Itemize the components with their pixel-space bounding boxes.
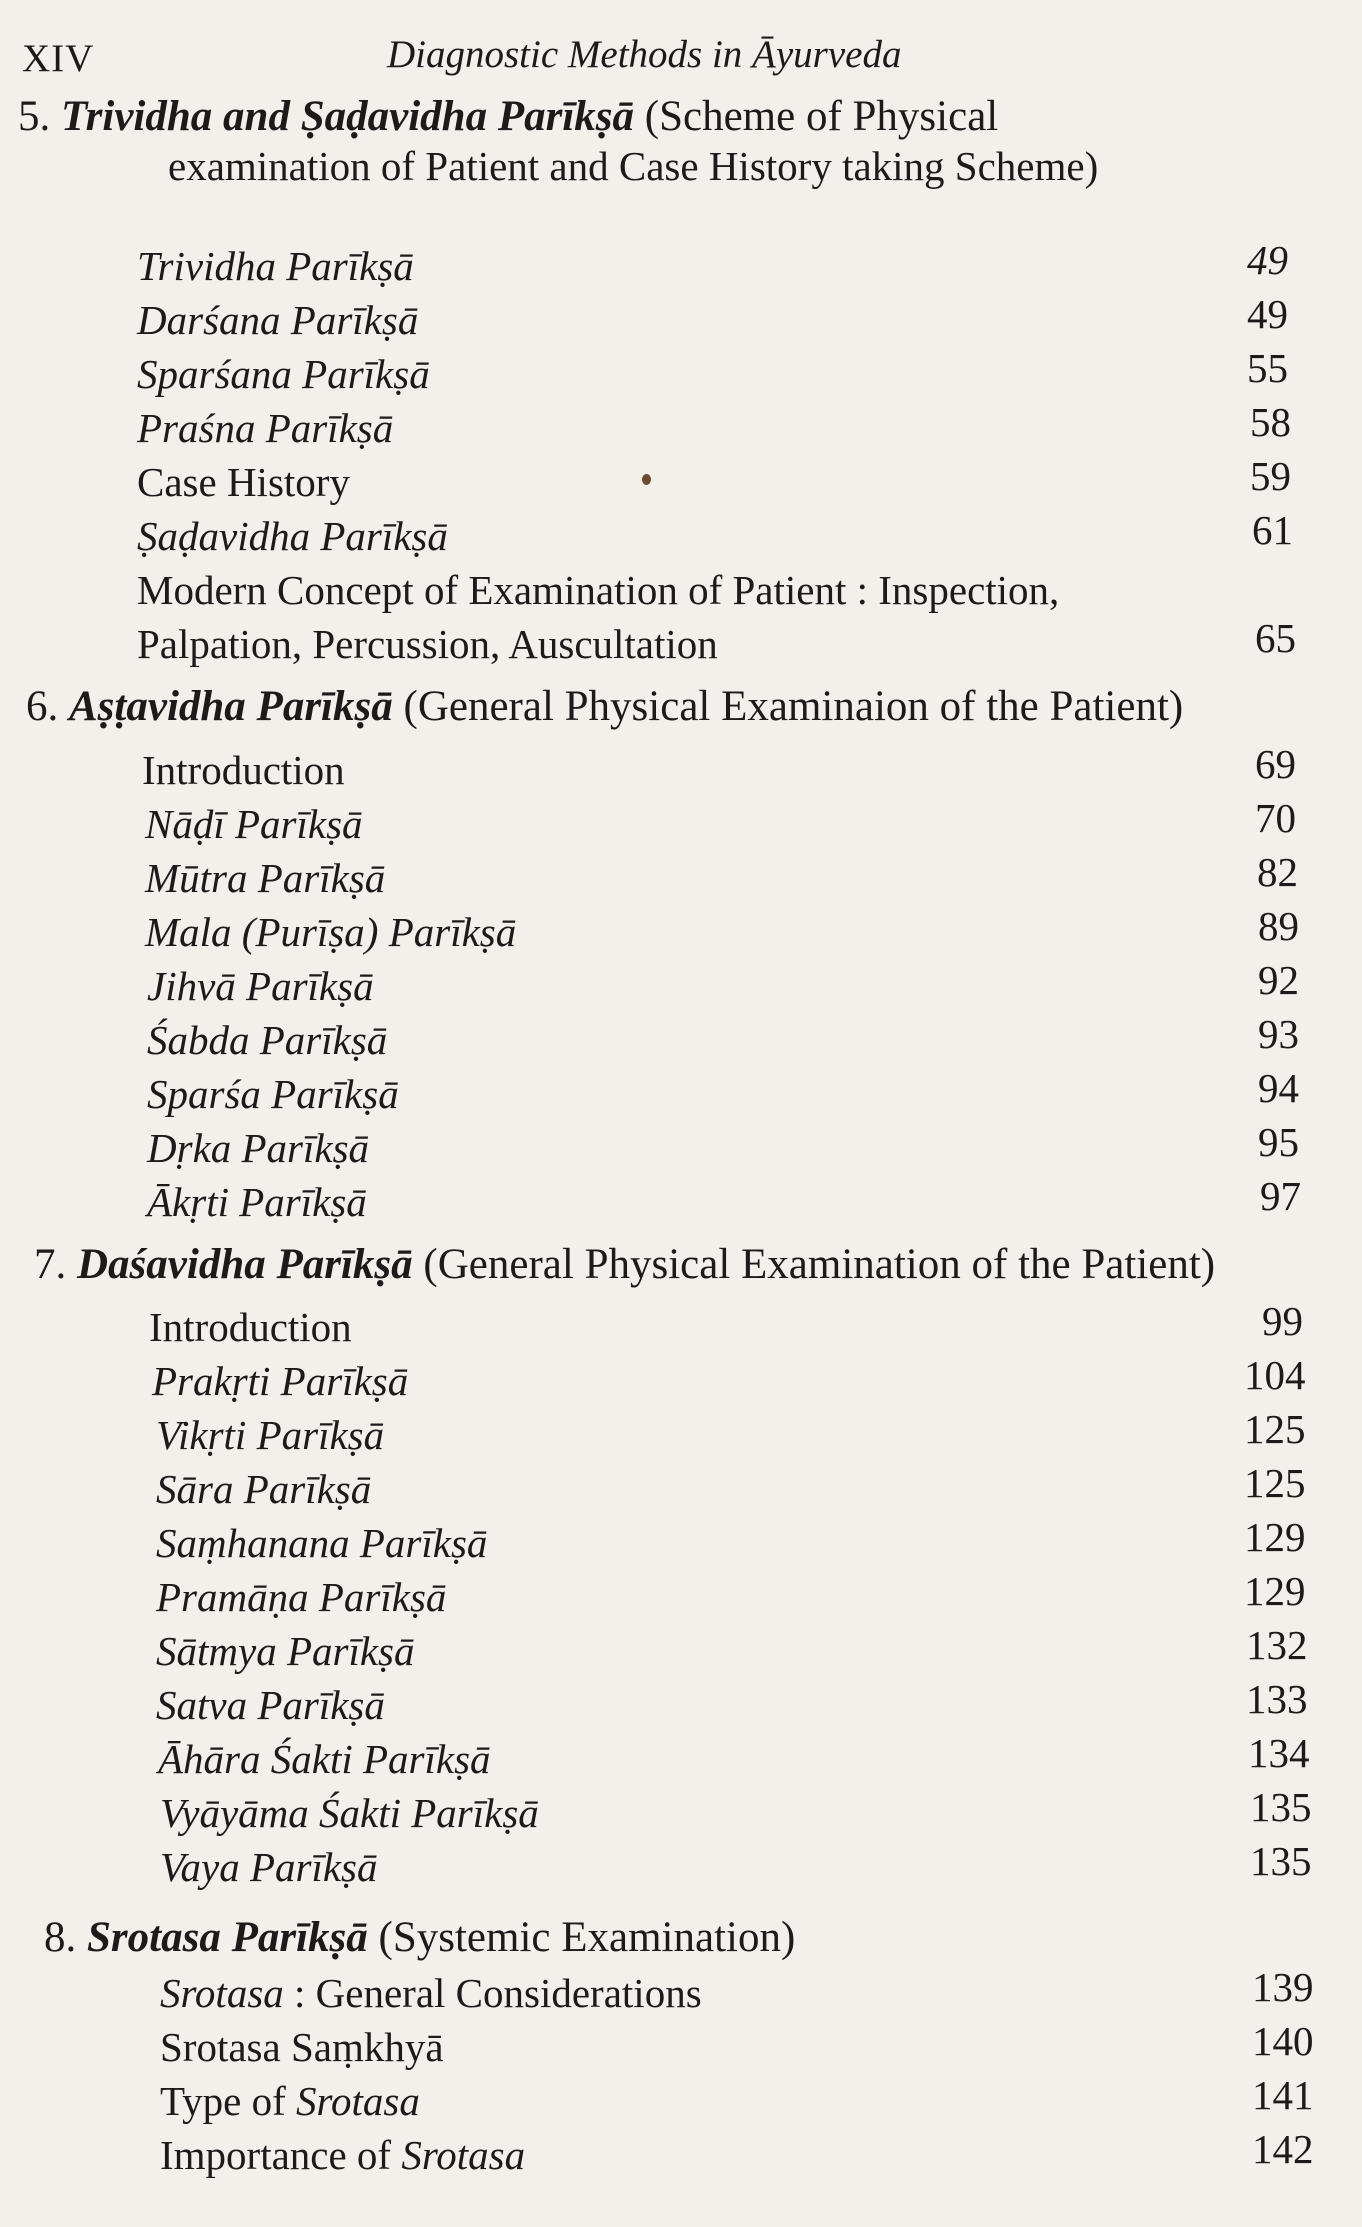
toc-entry[interactable] <box>137 345 1299 404</box>
entry-label: Introduction <box>142 747 345 793</box>
entry-label: Vyāyāma Śakti Parīkṣā <box>160 1790 539 1836</box>
entry-label: Sāra Parīkṣā <box>156 1466 372 1512</box>
section-number: 8. <box>44 1914 77 1961</box>
section-number: 7. <box>34 1241 67 1288</box>
toc-entry[interactable] <box>149 1298 1311 1357</box>
toc-entry[interactable] <box>160 2072 1322 2131</box>
toc-entry[interactable] <box>137 566 1299 620</box>
entry-page: 49 <box>1247 237 1288 283</box>
entry-page: 89 <box>1258 903 1299 949</box>
entry-label: Praśna Parīkṣā <box>137 405 394 451</box>
entry-label: Sātmya Parīkṣā <box>156 1628 415 1674</box>
toc-entry[interactable] <box>158 1730 1320 1789</box>
section-subtitle: (General Physical Examination of the Patient) <box>423 1241 1216 1288</box>
toc-entry[interactable] <box>156 1568 1318 1627</box>
entry-page: 92 <box>1258 957 1299 1003</box>
entry-label: Nāḍī Parīkṣā <box>145 801 363 847</box>
toc-entry[interactable] <box>145 849 1307 908</box>
entry-page: 135 <box>1250 1838 1312 1884</box>
entry-page: 134 <box>1248 1730 1310 1776</box>
entry-label: Ākṛti Parīkṣā <box>147 1179 367 1225</box>
toc-entry[interactable] <box>137 615 1299 674</box>
entry-label: Sparśana Parīkṣā <box>137 351 430 397</box>
section-subtitle: (Scheme of Physical <box>644 93 999 140</box>
entry-page: 104 <box>1244 1352 1306 1398</box>
entry-label: Introduction <box>149 1304 352 1350</box>
entry-label: Śabda Parīkṣā <box>147 1017 388 1063</box>
entry-page: 125 <box>1244 1460 1306 1506</box>
entry-label: Srotasa Saṃkhyā <box>160 2024 444 2070</box>
entry-label-italic: Srotasa <box>160 1970 284 2016</box>
entry-page: 142 <box>1252 2126 1314 2172</box>
entry-page: 95 <box>1258 1119 1299 1165</box>
entry-page: 61 <box>1252 507 1293 553</box>
toc-entry[interactable] <box>156 1676 1318 1735</box>
entry-page: 49 <box>1247 291 1288 337</box>
entry-label: Trividha Parīkṣā <box>137 243 414 289</box>
toc-entry[interactable] <box>160 2018 1322 2077</box>
toc-entry[interactable] <box>147 1011 1309 1070</box>
toc-entry[interactable] <box>160 1784 1322 1843</box>
section-8-heading <box>44 1913 795 1962</box>
entry-label: Saṃhanana Parīkṣā <box>156 1520 488 1566</box>
entry-page: 133 <box>1246 1676 1308 1722</box>
toc-entry[interactable] <box>160 1838 1322 1897</box>
section-title: Trividha and Ṣaḍavidha Parīkṣā <box>61 93 635 140</box>
entry-label: Āhāra Śakti Parīkṣā <box>158 1736 491 1782</box>
entry-label-rest: : General Considerations <box>283 1970 702 2016</box>
entry-label: Mūtra Parīkṣā <box>145 855 386 901</box>
section-5-subtitle-cont: examination of Patient and Case History taking Scheme) <box>168 143 1099 189</box>
page-header <box>22 28 1322 88</box>
entry-page: 69 <box>1255 741 1296 787</box>
toc-entry[interactable] <box>137 237 1299 296</box>
entry-page: 58 <box>1250 399 1291 445</box>
entry-label: Sparśa Parīkṣā <box>147 1071 399 1117</box>
entry-page: 65 <box>1255 615 1296 661</box>
toc-entry[interactable] <box>160 1964 1322 2023</box>
entry-label: Ṣaḍavidha Parīkṣā <box>137 513 448 559</box>
entry-label: Modern Concept of Examination of Patient : Inspection, <box>137 567 1060 613</box>
entry-page: 70 <box>1255 795 1296 841</box>
entry-page: 140 <box>1252 2018 1314 2064</box>
section-number: 5. <box>18 93 51 140</box>
toc-entry[interactable] <box>137 507 1299 566</box>
entry-label <box>160 1969 702 2017</box>
section-subtitle: (General Physical Examinaion of the Patient) <box>403 683 1184 730</box>
section-title: Srotasa Parīkṣā <box>87 1914 368 1961</box>
entry-label-italic: Srotasa <box>401 2132 526 2178</box>
entry-page: 129 <box>1244 1568 1306 1614</box>
entry-label <box>160 2077 420 2125</box>
entry-page: 94 <box>1258 1065 1299 1111</box>
entry-label: Jihvā Parīkṣā <box>147 963 374 1009</box>
entry-label: Darśana Parīkṣā <box>137 297 419 343</box>
section-subtitle: (Systemic Examination) <box>378 1914 796 1961</box>
entry-page: 93 <box>1258 1011 1299 1057</box>
entry-label-rest: Importance of <box>160 2132 402 2178</box>
entry-page: 59 <box>1250 453 1291 499</box>
entry-page: 97 <box>1260 1173 1301 1219</box>
toc-entry[interactable] <box>147 1173 1309 1232</box>
entry-page: 82 <box>1257 849 1298 895</box>
entry-label-italic: Srotasa <box>296 2078 420 2124</box>
section-title: Daśavidha Parīkṣā <box>77 1241 413 1288</box>
toc-entry[interactable] <box>156 1514 1318 1573</box>
entry-label: Case History <box>137 459 350 505</box>
entry-label: Vaya Parīkṣā <box>160 1844 378 1890</box>
entry-label <box>160 2131 525 2179</box>
page-number: XIV <box>22 37 95 80</box>
toc-entry[interactable] <box>147 957 1309 1016</box>
entry-label: Dṛka Parīkṣā <box>147 1125 370 1171</box>
entry-page: 55 <box>1247 345 1288 391</box>
entry-page: 132 <box>1246 1622 1308 1668</box>
entry-page: 135 <box>1250 1784 1312 1830</box>
toc-entry[interactable] <box>160 2126 1322 2185</box>
toc-entry[interactable] <box>145 903 1307 962</box>
entry-page: 139 <box>1252 1964 1314 2010</box>
entry-label: Pramāṇa Parīkṣā <box>156 1574 447 1620</box>
section-6-heading <box>26 682 1183 731</box>
toc-entry[interactable] <box>142 741 1304 800</box>
toc-entry[interactable] <box>156 1460 1318 1519</box>
entry-page: 129 <box>1244 1514 1306 1560</box>
entry-page: 141 <box>1252 2072 1314 2118</box>
toc-entry[interactable] <box>137 399 1299 458</box>
section-7-heading <box>34 1240 1215 1289</box>
section-5-heading <box>18 92 998 141</box>
toc-entry[interactable] <box>137 291 1299 350</box>
toc-entry[interactable] <box>152 1352 1314 1411</box>
entry-label: Prakṛti Parīkṣā <box>152 1358 409 1404</box>
running-title: Diagnostic Methods in Āyurveda <box>387 33 902 76</box>
toc-entry[interactable] <box>145 795 1307 854</box>
entry-label: Palpation, Percussion, Auscultation <box>137 621 718 667</box>
entry-label: Mala (Purīṣa) Parīkṣā <box>145 909 517 955</box>
entry-label: Satva Parīkṣā <box>156 1682 385 1728</box>
section-number: 6. <box>26 683 59 730</box>
entry-page: 125 <box>1244 1406 1306 1452</box>
entry-label-rest: Type of <box>160 2078 297 2124</box>
entry-page: 99 <box>1262 1298 1303 1344</box>
toc-entry[interactable] <box>156 1406 1318 1465</box>
toc-entry[interactable] <box>147 1065 1309 1124</box>
toc-entry[interactable] <box>156 1622 1318 1681</box>
section-title: Aṣṭavidha Parīkṣā <box>69 683 393 730</box>
toc-entry[interactable] <box>147 1119 1309 1178</box>
entry-label: Vikṛti Parīkṣā <box>156 1412 385 1458</box>
ink-speck <box>642 474 651 485</box>
toc-entry[interactable] <box>137 453 1299 512</box>
